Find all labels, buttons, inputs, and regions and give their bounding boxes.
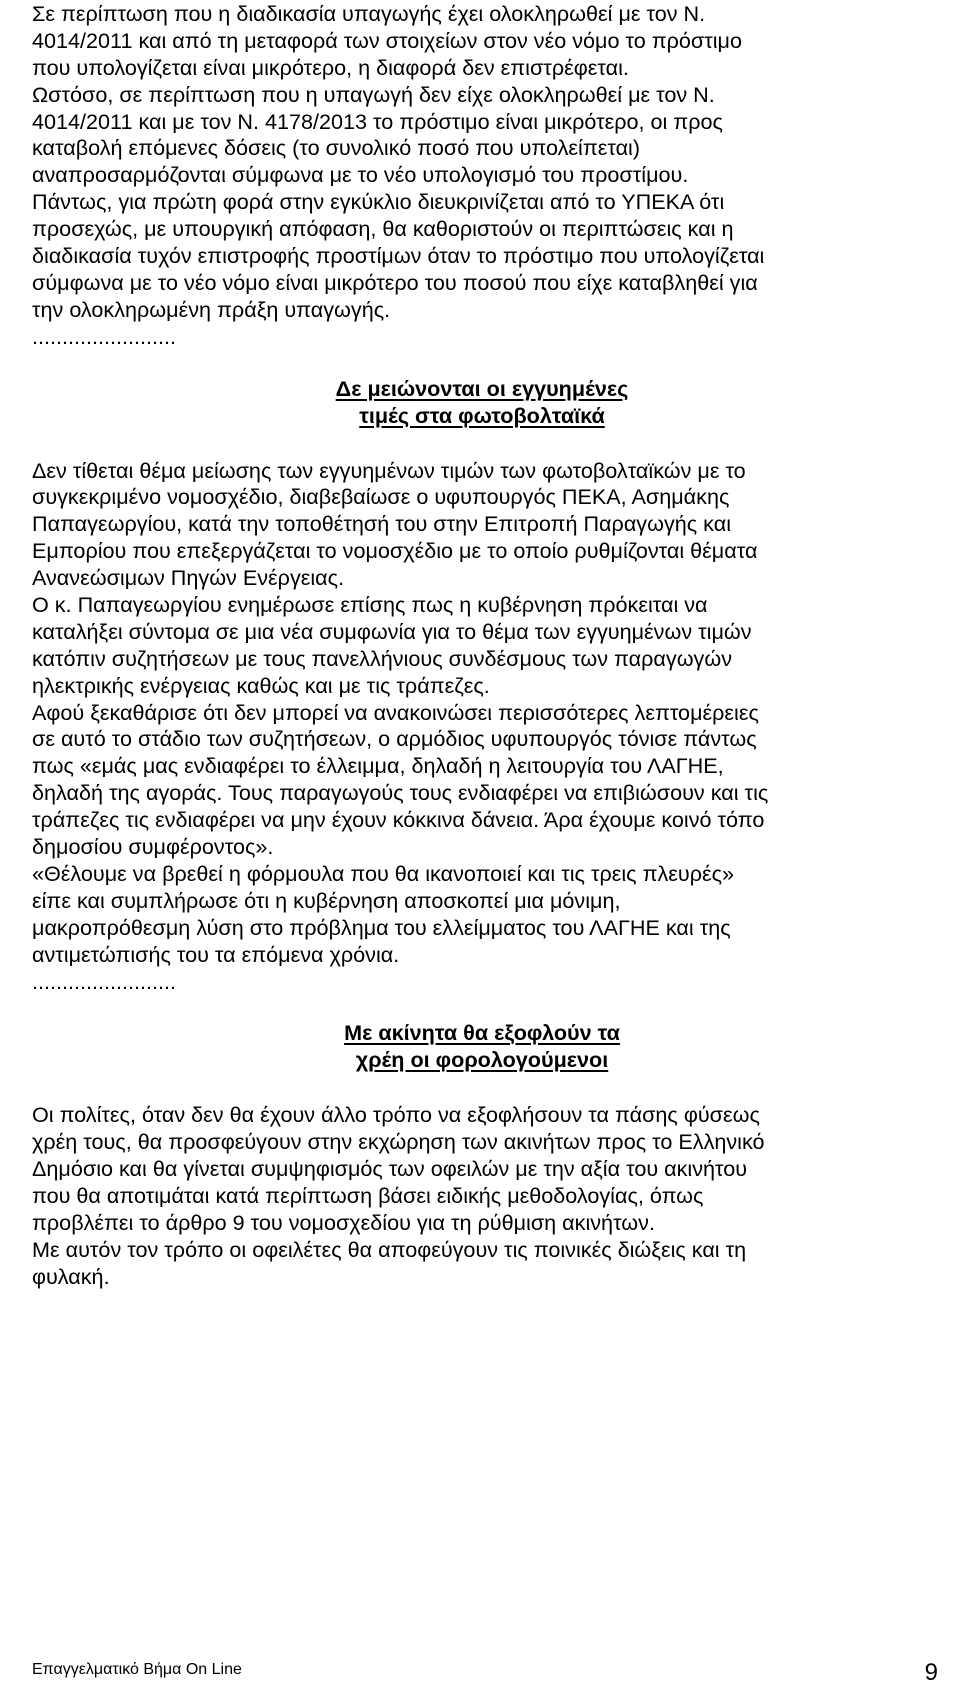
paragraph-line: Παπαγεωργίου, κατά την τοποθέτησή του στην Επιτροπή Παραγωγής και: [32, 511, 731, 537]
paragraph-line: 4014/2011 και από τη μεταφορά των στοιχείων στον νέο νόμο το πρόστιμο: [32, 27, 742, 53]
document-page: [32, 0, 932, 1291]
paragraph-line: καταλήξει σύντομα σε μια νέα συμφωνία για το θέμα των εγγυημένων τιμών: [32, 618, 752, 644]
section-separator-dots: ........................: [32, 968, 176, 994]
paragraph-line: Αφού ξεκαθάρισε ότι δεν μπορεί να ανακοινώσει περισσότερες λεπτομέρειες: [32, 699, 759, 725]
heading-line: τιμές στα φωτοβολταϊκά: [359, 402, 605, 428]
section-separator-dots: ........................: [32, 323, 176, 349]
paragraph-line: αναπροσαρμόζονται σύμφωνα με το νέο υπολογισμό του προστίμου.: [32, 162, 689, 188]
paragraph-line: προσεχώς, με υπουργική απόφαση, θα καθοριστούν οι περιπτώσεις και η: [32, 216, 734, 242]
footer-publication: Επαγγελματικό Βήμα On Line: [32, 1661, 242, 1678]
paragraph-line: Δημόσιο και θα γίνεται συμψηφισμός των οφειλών με την αξία του ακινήτου: [32, 1156, 748, 1182]
paragraph-line: την ολοκληρωμένη πράξη υπαγωγής.: [32, 296, 391, 322]
paragraph-line: δηλαδή της αγοράς. Τους παραγωγούς τους ενδιαφέρει να επιβιώσουν και τις: [32, 780, 769, 806]
paragraph-line: Εμπορίου που επεξεργάζεται το νομοσχέδιο με το οποίο ρυθμίζονται θέματα: [32, 538, 758, 564]
paragraph-line: αντιμετώπισής του τα επόμενα χρόνια.: [32, 941, 400, 967]
paragraph-line: σύμφωνα με το νέο νόμο είναι μικρότερο του ποσού που είχε καταβληθεί για: [32, 269, 758, 295]
paragraph-line: χρέη τους, θα προσφεύγουν στην εκχώρηση των ακινήτων προς το Ελληνικό: [32, 1129, 765, 1155]
paragraph-line: που θα αποτιμάται κατά περίπτωση βάσει ειδικής μεθοδολογίας, όπως: [32, 1183, 704, 1209]
section-property-debts-text: [32, 1102, 932, 1290]
paragraph-line: είπε και συμπλήρωσε ότι η κυβέρνηση αποσκοπεί μια μόνιμη,: [32, 887, 621, 913]
paragraph-line: 4014/2011 και με τον Ν. 4178/2013 το πρόστιμο είναι μικρότερο, οι προς: [32, 108, 723, 134]
paragraph-line: «Θέλουμε να βρεθεί η φόρμουλα που θα ικανοποιεί και τις τρεις πλευρές»: [32, 860, 735, 886]
paragraph-line: Ωστόσο, σε περίπτωση που η υπαγωγή δεν είχε ολοκληρωθεί με τον Ν.: [32, 81, 715, 107]
paragraph-line: Ανανεώσιμων Πηγών Ενέργειας.: [32, 565, 345, 591]
paragraph-line: κατόπιν συζητήσεων με τους πανελλήνιους συνδέσμους των παραγωγών: [32, 645, 733, 671]
paragraph-line: πως «εμάς μας ενδιαφέρει το έλλειμμα, δηλαδή η λειτουργία του ΛΑΓΗΕ,: [32, 753, 724, 779]
section-penalties-text: [32, 0, 932, 351]
paragraph-line: Με αυτόν τον τρόπο οι οφειλέτες θα αποφεύγουν τις ποινικές διώξεις και τη: [32, 1236, 747, 1262]
paragraph-line: Δεν τίθεται θέμα μείωσης των εγγυημένων τιμών των φωτοβολταϊκών με το: [32, 457, 746, 483]
paragraph-line: προβλέπει το άρθρο 9 του νομοσχεδίου για τη ρύθμιση ακινήτων.: [32, 1209, 655, 1235]
heading-photovoltaics: [32, 375, 932, 429]
paragraph-line: δημοσίου συμφέροντος».: [32, 834, 274, 860]
paragraph-line: που υπολογίζεται είναι μικρότερο, η διαφορά δεν επιστρέφεται.: [32, 54, 629, 80]
paragraph-line: διαδικασία τυχόν επιστροφής προστίμων όταν το πρόστιμο που υπολογίζεται: [32, 243, 765, 269]
heading-line: Με ακίνητα θα εξοφλούν τα: [344, 1020, 620, 1046]
section-photovoltaics-text: [32, 458, 932, 996]
paragraph-line: Σε περίπτωση που η διαδικασία υπαγωγής έχει ολοκληρωθεί με τον Ν.: [32, 1, 706, 26]
heading-line: Δε μειώνονται οι εγγυημένες: [335, 375, 629, 401]
paragraph-line: τράπεζες τις ενδιαφέρει να μην έχουν κόκκινα δάνεια. Άρα έχουμε κοινό τόπο: [32, 807, 765, 833]
heading-line: χρέη οι φορολογούμενοι: [355, 1047, 609, 1073]
page-number: 9: [924, 1659, 938, 1686]
heading-property-debts: [32, 1019, 932, 1073]
paragraph-line: συγκεκριμένο νομοσχέδιο, διαβεβαίωσε ο υφυπουργός ΠΕΚΑ, Ασημάκης: [32, 484, 730, 510]
paragraph-line: φυλακή.: [32, 1263, 110, 1289]
paragraph-line: μακροπρόθεσμη λύση στο πρόβλημα του ελλείμματος του ΛΑΓΗΕ και της: [32, 914, 731, 940]
paragraph-line: καταβολή επόμενες δόσεις (το συνολικό ποσό που υπολείπεται): [32, 135, 641, 161]
paragraph-line: Πάντως, για πρώτη φορά στην εγκύκλιο διευκρινίζεται από το ΥΠΕΚΑ ότι: [32, 189, 725, 215]
paragraph-line: σε αυτό το στάδιο των συζητήσεων, ο αρμόδιος υφυπουργός τόνισε πάντως: [32, 726, 757, 752]
paragraph-line: Οι πολίτες, όταν δεν θα έχουν άλλο τρόπο να εξοφλήσουν τα πάσης φύσεως: [32, 1102, 760, 1128]
paragraph-line: ηλεκτρικής ενέργειας καθώς και με τις τράπεζες.: [32, 672, 490, 698]
paragraph-line: Ο κ. Παπαγεωργίου ενημέρωσε επίσης πως η κυβέρνηση πρόκειται να: [32, 592, 708, 618]
